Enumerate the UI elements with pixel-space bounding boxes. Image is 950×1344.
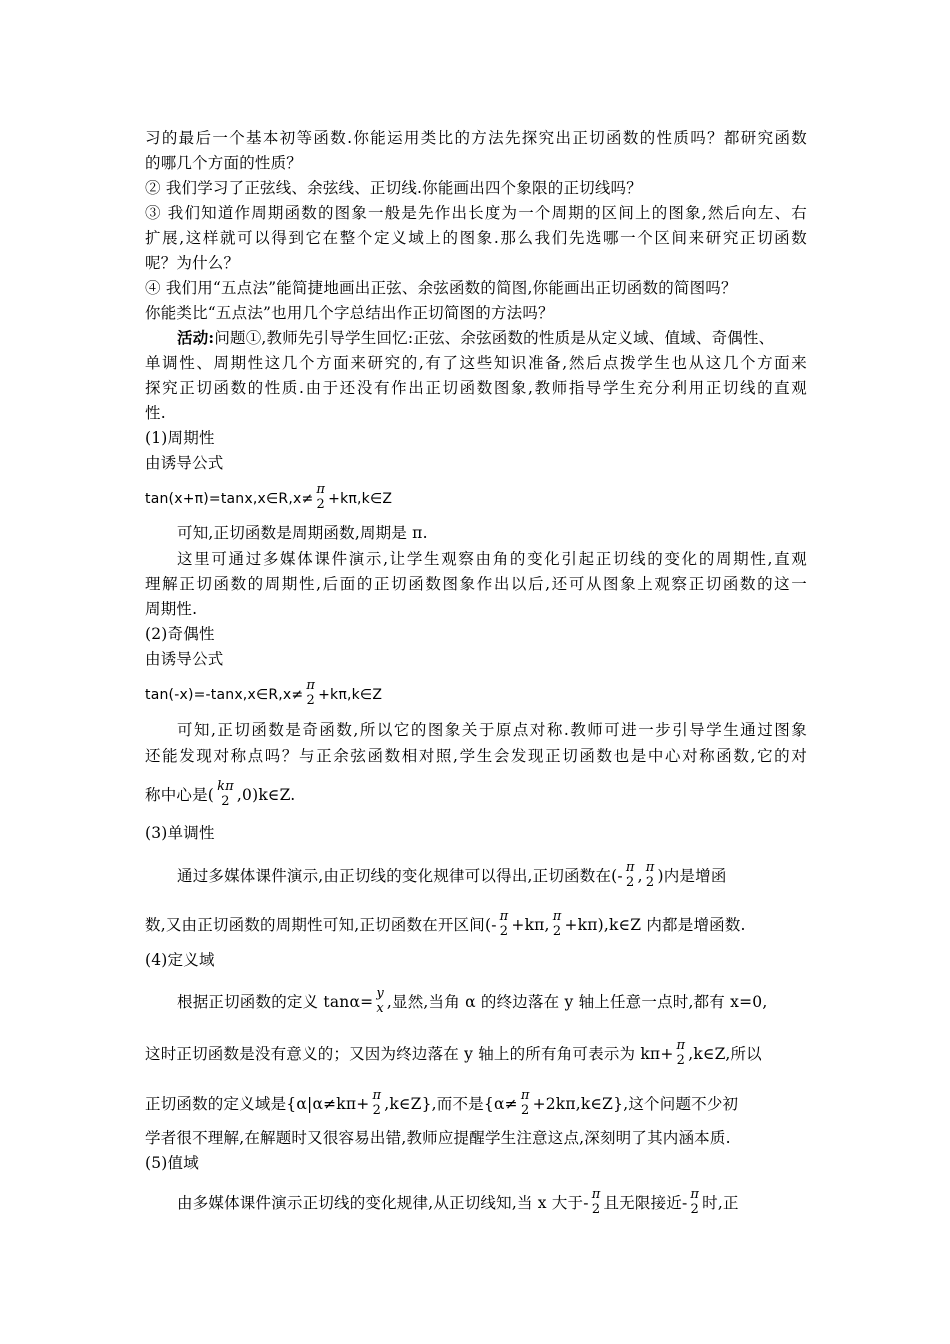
text-span: 数,又由正切函数的周期性可知,正切函数在开区间(- <box>145 916 497 934</box>
fraction <box>520 1088 531 1118</box>
text-span: +2kπ,k∈Z},这个问题不少初 <box>532 1095 739 1113</box>
formula-text: tan(x+π)=tanx,x∈R,x≠ <box>145 491 314 507</box>
text-span: 这时正切函数是没有意义的；又因为终边落在 y 轴上的所有角可表示为 kπ+ <box>145 1045 674 1063</box>
fraction <box>305 678 316 708</box>
fraction-numerator: kπ <box>217 779 234 794</box>
section-heading-range: (5)值域 <box>145 1154 199 1172</box>
text-line: 还能发现对称点吗？与正余弦函数相对照,学生会发现正切函数也是中心对称函数,它的对 <box>145 747 807 765</box>
fraction-numerator: π <box>372 1088 382 1103</box>
fraction-numerator: π <box>591 1187 601 1202</box>
text-line: 可知,正切函数是周期函数,周期是 π. <box>177 524 428 542</box>
fraction-denominator: 2 <box>552 924 562 939</box>
text-line: 由诱导公式 <box>145 454 224 472</box>
text-line: 的哪几个方面的性质？ <box>145 154 303 172</box>
text-line <box>145 911 746 941</box>
formula-line <box>145 484 392 514</box>
fraction-denominator: 2 <box>676 1053 686 1068</box>
fraction-numerator: π <box>520 1088 530 1103</box>
text-line: 扩展,这样就可以得到它在整个定义域上的图象.那么我们先选哪一个区间来研究正切函数 <box>145 229 807 247</box>
activity-label: 活动: <box>177 328 215 347</box>
text-line <box>145 1040 762 1070</box>
fraction <box>552 909 563 939</box>
text-line <box>177 988 767 1018</box>
fraction-numerator: π <box>499 909 509 924</box>
text-line: 探究正切函数的性质.由于还没有作出正切函数图象,教师指导学生充分利用正切线的直观 <box>145 379 807 397</box>
fraction-denominator: x <box>376 1001 384 1016</box>
text-span: ,k∈Z,所以 <box>688 1045 762 1063</box>
fraction-numerator: π <box>690 1187 700 1202</box>
text-line: 理解正切函数的周期性,后面的正切函数图象作出以后,还可从图象上观察正切函数的这一 <box>145 575 807 593</box>
text-line: ④ 我们用“五点法”能简捷地画出正弦、余弦函数的简图,你能画出正切函数的简图吗？ <box>145 279 737 297</box>
fraction-denominator: 2 <box>499 924 509 939</box>
fraction-numerator: π <box>676 1038 686 1053</box>
fraction <box>689 1187 700 1217</box>
fraction-denominator: 2 <box>625 875 635 890</box>
fraction <box>499 909 510 939</box>
formula-line <box>145 680 382 710</box>
text-span: 根据正切函数的定义 tanα= <box>177 993 374 1011</box>
text-line <box>145 1090 738 1120</box>
fraction <box>625 860 636 890</box>
text-span: 正切函数的定义域是{α|α≠kπ+ <box>145 1095 370 1113</box>
text-line: ② 我们学习了正弦线、余弦线、正切线.你能画出四个象限的正切线吗？ <box>145 179 642 197</box>
text-line: 习的最后一个基本初等函数.你能运用类比的方法先探究出正切函数的性质吗？都研究函数 <box>145 129 807 147</box>
fraction-numerator: π <box>306 678 316 693</box>
fraction-denominator: 2 <box>372 1103 382 1118</box>
fraction-numerator: π <box>645 860 655 875</box>
fraction-denominator: 2 <box>306 693 315 708</box>
text-span: 且无限接近- <box>603 1194 688 1212</box>
text-line <box>177 1189 739 1219</box>
section-heading-monotonicity: (3)单调性 <box>145 824 215 842</box>
text-line: 由诱导公式 <box>145 650 224 668</box>
text-span: 称中心是( <box>145 786 215 804</box>
text-span: ,显然,当角 α 的终边落在 y 轴上任意一点时,都有 x=0, <box>386 993 768 1011</box>
formula-text: +kπ,k∈Z <box>328 491 393 507</box>
fraction-denominator: 2 <box>591 1202 601 1217</box>
fraction-denominator: 2 <box>645 875 655 890</box>
section-heading-period: (1)周期性 <box>145 429 215 447</box>
text-line: 性. <box>145 404 166 422</box>
section-heading-parity: (2)奇偶性 <box>145 625 215 643</box>
fraction-numerator: π <box>552 909 562 924</box>
formula-text: tan(-x)=-tanx,x∈R,x≠ <box>145 687 304 703</box>
text-line <box>145 781 295 811</box>
fraction-numerator: π <box>316 482 326 497</box>
activity-line <box>177 328 807 348</box>
text-span: 问题①,教师先引导学生回忆:正弦、余弦函数的性质是从定义域、值域、奇偶性、 <box>214 329 775 347</box>
text-line: 这里可通过多媒体课件演示,让学生观察由角的变化引起正切线的变化的周期性,直观 <box>177 550 807 568</box>
text-span: ,0)k∈Z. <box>236 786 296 804</box>
fraction-denominator: 2 <box>520 1103 530 1118</box>
text-line: 可知,正切函数是奇函数,所以它的图象关于原点对称.教师可进一步引导学生通过图象 <box>177 721 807 739</box>
text-line <box>177 862 727 892</box>
text-line: 周期性. <box>145 600 198 618</box>
fraction <box>216 779 235 809</box>
formula-text: +kπ,k∈Z <box>318 687 383 703</box>
fraction <box>315 482 326 512</box>
text-line: 呢？为什么？ <box>145 254 240 272</box>
fraction-denominator: 2 <box>690 1202 700 1217</box>
text-line: 学者很不理解,在解题时又很容易出错,教师应提醒学生注意这点,深刻明了其内涵本质. <box>145 1129 731 1147</box>
fraction-numerator: y <box>376 986 384 1001</box>
text-span: )内是增函 <box>657 867 727 885</box>
fraction <box>591 1187 602 1217</box>
text-line: 你能类比“五点法”也用几个字总结出作正切简图的方法吗？ <box>145 304 554 322</box>
text-span: , <box>637 867 643 885</box>
fraction-denominator: 2 <box>316 497 325 512</box>
fraction-denominator: 2 <box>221 794 230 809</box>
text-line: ③ 我们知道作周期函数的图象一般是先作出长度为一个周期的区间上的图象,然后向左、右 <box>145 204 807 222</box>
text-span: +kπ, <box>511 916 550 934</box>
fraction <box>375 986 385 1016</box>
text-span: 由多媒体课件演示正切线的变化规律,从正切线知,当 x 大于- <box>177 1194 589 1212</box>
fraction <box>676 1038 687 1068</box>
fraction <box>645 860 656 890</box>
text-line: 单调性、周期性这几个方面来研究的,有了这些知识准备,然后点拨学生也从这几个方面来 <box>145 354 807 372</box>
section-heading-domain: (4)定义域 <box>145 951 215 969</box>
fraction <box>371 1088 382 1118</box>
text-span: 通过多媒体课件演示,由正切线的变化规律可以得出,正切函数在(- <box>177 867 623 885</box>
text-span: ,k∈Z},而不是{α≠ <box>384 1095 518 1113</box>
text-span: 时,正 <box>702 1194 739 1212</box>
text-span: +kπ),k∈Z 内都是增函数. <box>564 916 746 934</box>
fraction-numerator: π <box>625 860 635 875</box>
